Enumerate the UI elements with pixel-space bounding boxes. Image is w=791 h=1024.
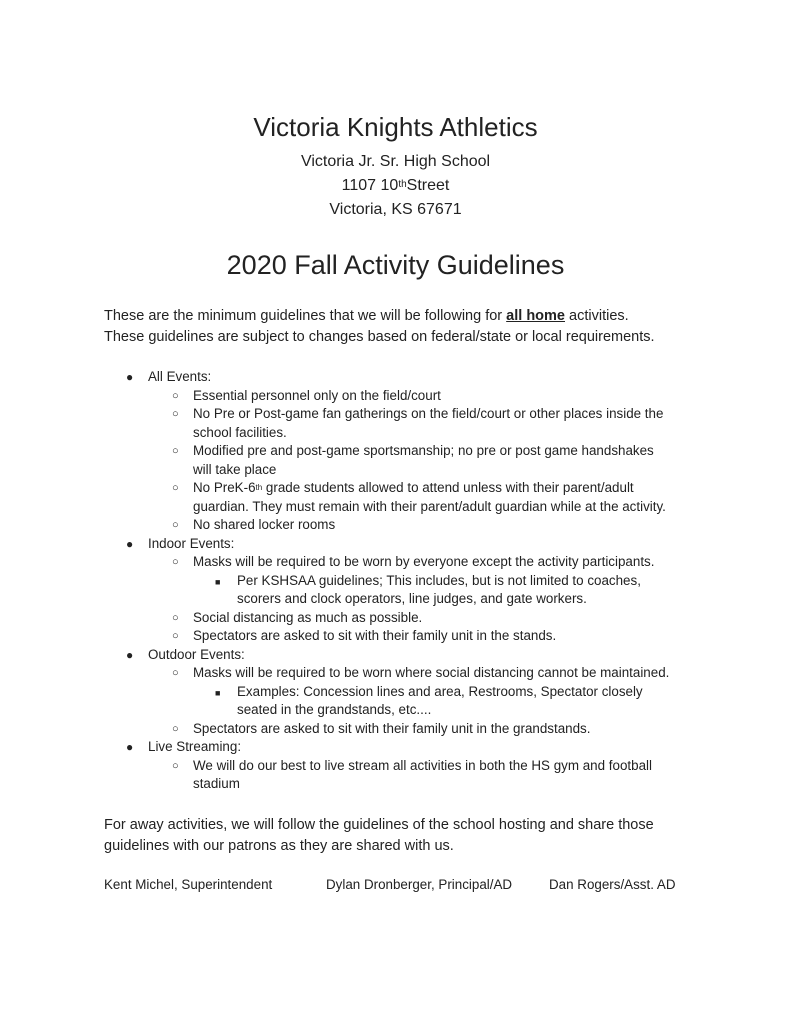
square-marker: ■ (215, 687, 221, 698)
list-item (104, 664, 704, 683)
city-state-zip: Victoria, KS 67671 (329, 201, 462, 218)
street-ordinal: th (398, 179, 407, 190)
item-text-cont: stadium (193, 776, 240, 791)
list-item (104, 479, 704, 516)
item-text-cont: guardian. They must remain with their parent/adult guardian while at the activity. (193, 498, 666, 514)
circle-marker: ○ (172, 722, 179, 735)
circle-marker: ○ (172, 519, 179, 531)
ordinal-suffix: th (255, 483, 263, 492)
item-text: grade students allowed to attend unless with their parent/adult (262, 480, 634, 495)
street-name: Street (406, 177, 450, 194)
intro-emphasis: all home (506, 308, 565, 324)
intro-paragraph (104, 306, 704, 348)
section-heading: Outdoor Events: (148, 646, 245, 662)
bullet-marker: ● (126, 740, 134, 754)
item-text-cont: school facilities. (193, 424, 287, 440)
item-text: No Pre or Post-game fan gatherings on the field/court or other places inside the (193, 406, 664, 421)
signature-principal: Dylan Dronberger, Principal/AD (326, 877, 513, 892)
item-text: Social distancing as much as possible. (193, 609, 423, 625)
list-item (104, 442, 704, 479)
bullet-marker: ● (126, 647, 134, 662)
street-number: 1107 10 (341, 177, 399, 194)
bullet-marker: ● (126, 536, 134, 551)
circle-marker: ○ (172, 482, 179, 494)
circle-marker: ○ (172, 445, 179, 457)
intro-text-1: These are the minimum guidelines that we will be following for (104, 308, 507, 324)
page-title: Victoria Knights Athletics (253, 112, 538, 142)
section-all-events (104, 368, 704, 387)
circle-marker: ○ (172, 667, 179, 679)
section-heading: Indoor Events: (148, 535, 235, 551)
guidelines-list (104, 368, 704, 794)
list-item (104, 387, 704, 406)
item-text: Essential personnel only on the field/court (193, 387, 441, 403)
section-heading: Live Streaming: (148, 739, 242, 754)
intro-text-2: activities. (565, 308, 629, 324)
circle-marker: ○ (172, 408, 179, 420)
circle-marker: ○ (172, 389, 179, 402)
away-line-2: guidelines with our patrons as they are shared with us. (104, 838, 454, 854)
intro-line-1 (104, 306, 704, 327)
away-line-1: For away activities, we will follow the guidelines of the school hosting and share those (104, 817, 654, 833)
list-item (104, 609, 704, 628)
item-text-cont: seated in the grandstands, etc.... (237, 702, 432, 717)
item-text: Masks will be required to be worn by everyone except the activity participants. (193, 554, 655, 569)
list-subitem (104, 683, 704, 720)
list-item (104, 627, 704, 646)
list-item (104, 516, 704, 535)
guidelines-title: 2020 Fall Activity Guidelines (226, 250, 565, 280)
circle-marker: ○ (172, 630, 179, 642)
item-text-cont: scorers and clock operators, line judges, and gate workers. (237, 591, 587, 606)
item-text: We will do our best to live stream all activities in both the HS gym and football (193, 757, 652, 773)
item-text: Masks will be required to be worn where social distancing cannot be maintained. (193, 665, 670, 680)
list-item (104, 405, 704, 442)
circle-marker: ○ (172, 759, 179, 772)
item-text: No PreK-6 (193, 480, 256, 495)
school-name: Victoria Jr. Sr. High School (300, 153, 491, 170)
section-heading: All Events: (148, 369, 212, 384)
item-text: Spectators are asked to sit with their family unit in the grandstands. (193, 720, 591, 736)
square-marker: ■ (215, 576, 221, 587)
intro-line-2: These guidelines are subject to changes based on federal/state or local requirements. (104, 329, 655, 345)
section-live-streaming (104, 738, 704, 757)
away-paragraph (104, 815, 704, 857)
street-address (0, 174, 791, 198)
item-text-cont: will take place (193, 461, 277, 477)
section-outdoor-events (104, 646, 704, 665)
list-subitem (104, 572, 704, 609)
list-item (104, 553, 704, 572)
item-text: Per KSHSAA guidelines; This includes, but is not limited to coaches, (237, 572, 641, 588)
item-text: Modified pre and post-game sportsmanship; no pre or post game handshakes (193, 443, 654, 458)
item-text: Spectators are asked to sit with their family unit in the stands. (193, 628, 557, 643)
circle-marker: ○ (172, 611, 179, 624)
list-item (104, 720, 704, 739)
item-text: Examples: Concession lines and area, Restrooms, Spectator closely (237, 683, 643, 699)
section-indoor-events (104, 535, 704, 554)
bullet-marker: ● (126, 370, 134, 384)
list-item (104, 757, 704, 794)
item-text: No shared locker rooms (193, 517, 336, 532)
signature-superintendent: Kent Michel, Superintendent (104, 877, 273, 892)
circle-marker: ○ (172, 556, 179, 568)
signature-asst-ad: Dan Rogers/Asst. AD (549, 877, 676, 892)
